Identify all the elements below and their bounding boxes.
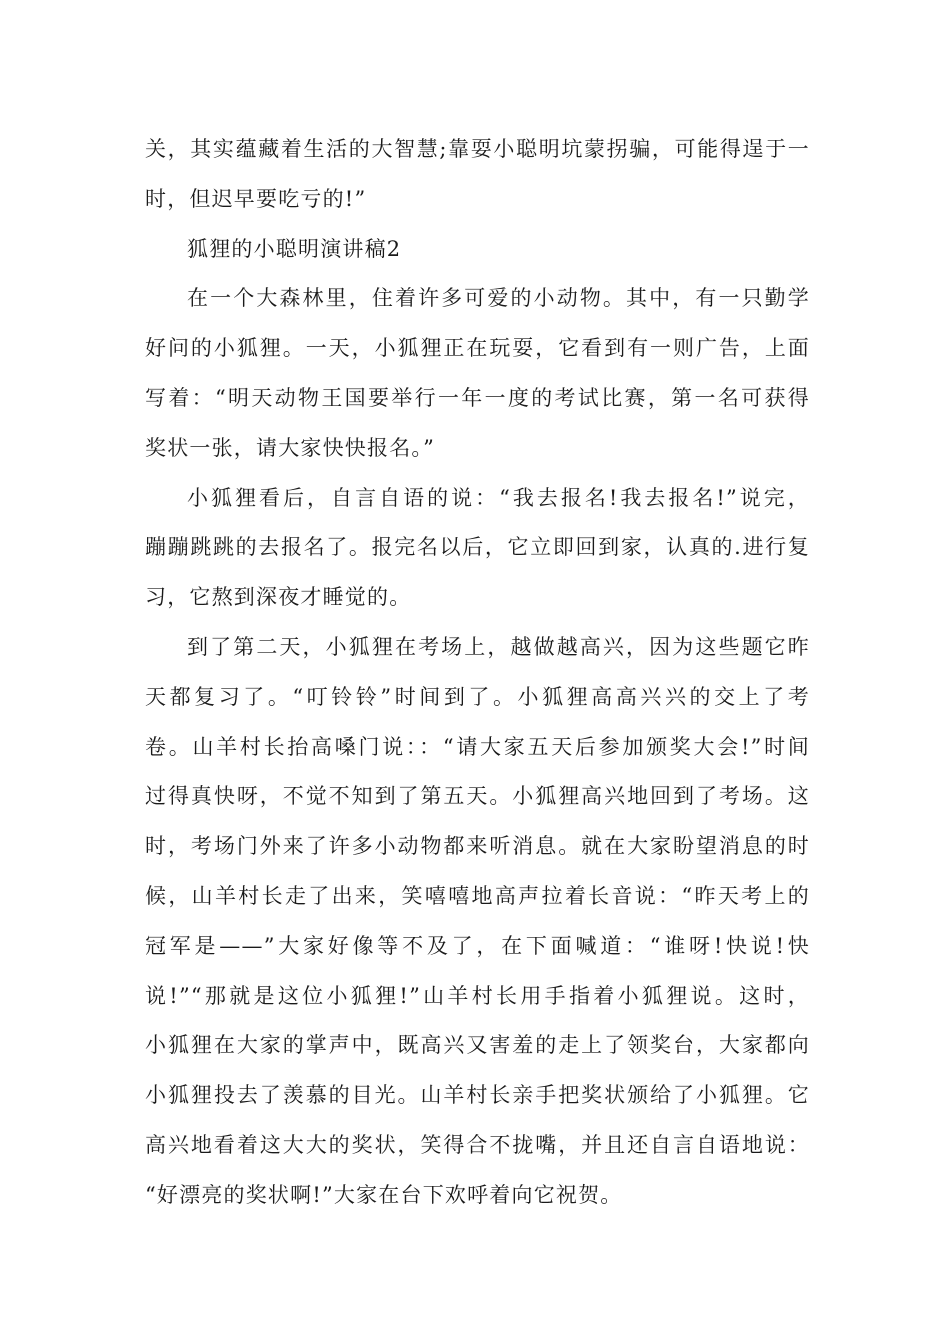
text-line: 候，山羊村长走了出来，笑嘻嘻地高声拉着长音说：“昨天考上的 [145,883,810,908]
text-line: 冠军是——”大家好像等不及了，在下面喊道：“谁呀!快说!快 [145,933,810,958]
text-line: 高兴地看着这大大的奖状，笑得合不拢嘴，并且还自言自语地说： [145,1132,810,1157]
text-line: 过得真快呀，不觉不知到了第五天。小狐狸高兴地回到了考场。这 [145,784,810,809]
text-line: 时，但迟早要吃亏的!” [145,186,367,211]
text-line: 到了第二天，小狐狸在考场上，越做越高兴，因为这些题它昨 [187,634,810,659]
text-line: 说!”“那就是这位小狐狸!”山羊村长用手指着小狐狸说。这时， [145,983,810,1008]
text-line: 蹦蹦跳跳的去报名了。报完名以后，它立即回到家，认真的.进行复 [145,535,810,560]
text-line: 卷。山羊村长抬高嗓门说：：“请大家五天后参加颁奖大会!”时间 [145,734,810,759]
text-line: “好漂亮的奖状啊!”大家在台下欢呼着向它祝贺。 [145,1182,623,1207]
text-line: 关，其实蕴藏着生活的大智慧;靠耍小聪明坑蒙拐骗，可能得逞于一 [145,137,810,161]
text-line: 习，它熬到深夜才睡觉的。 [145,585,412,610]
text-line: 时，考场门外来了许多小动物都来听消息。就在大家盼望消息的时 [145,834,810,859]
text-line: 在一个大森林里，住着许多可爱的小动物。其中，有一只勤学 [187,286,810,311]
text-line: 小狐狸在大家的掌声中，既高兴又害羞的走上了领奖台，大家都向 [145,1033,810,1058]
text-line: 狐狸的小聪明演讲稿2 [187,236,402,261]
document-page [145,125,810,1221]
text-line: 小狐狸投去了羡慕的目光。山羊村长亲手把奖状颁给了小狐狸。它 [145,1083,810,1108]
text-line: 奖状一张，请大家快快报名。” [145,435,436,460]
text-line: 天都复习了。“叮铃铃”时间到了。小狐狸高高兴兴的交上了考 [145,684,810,709]
text-line: 小狐狸看后，自言自语的说：“我去报名!我去报名!”说完， [187,485,810,510]
text-line: 好问的小狐狸。一天，小狐狸正在玩耍，它看到有一则广告，上面 [145,336,810,361]
text-line: 写着：“明天动物王国要举行一年一度的考试比赛，第一名可获得 [145,385,810,410]
